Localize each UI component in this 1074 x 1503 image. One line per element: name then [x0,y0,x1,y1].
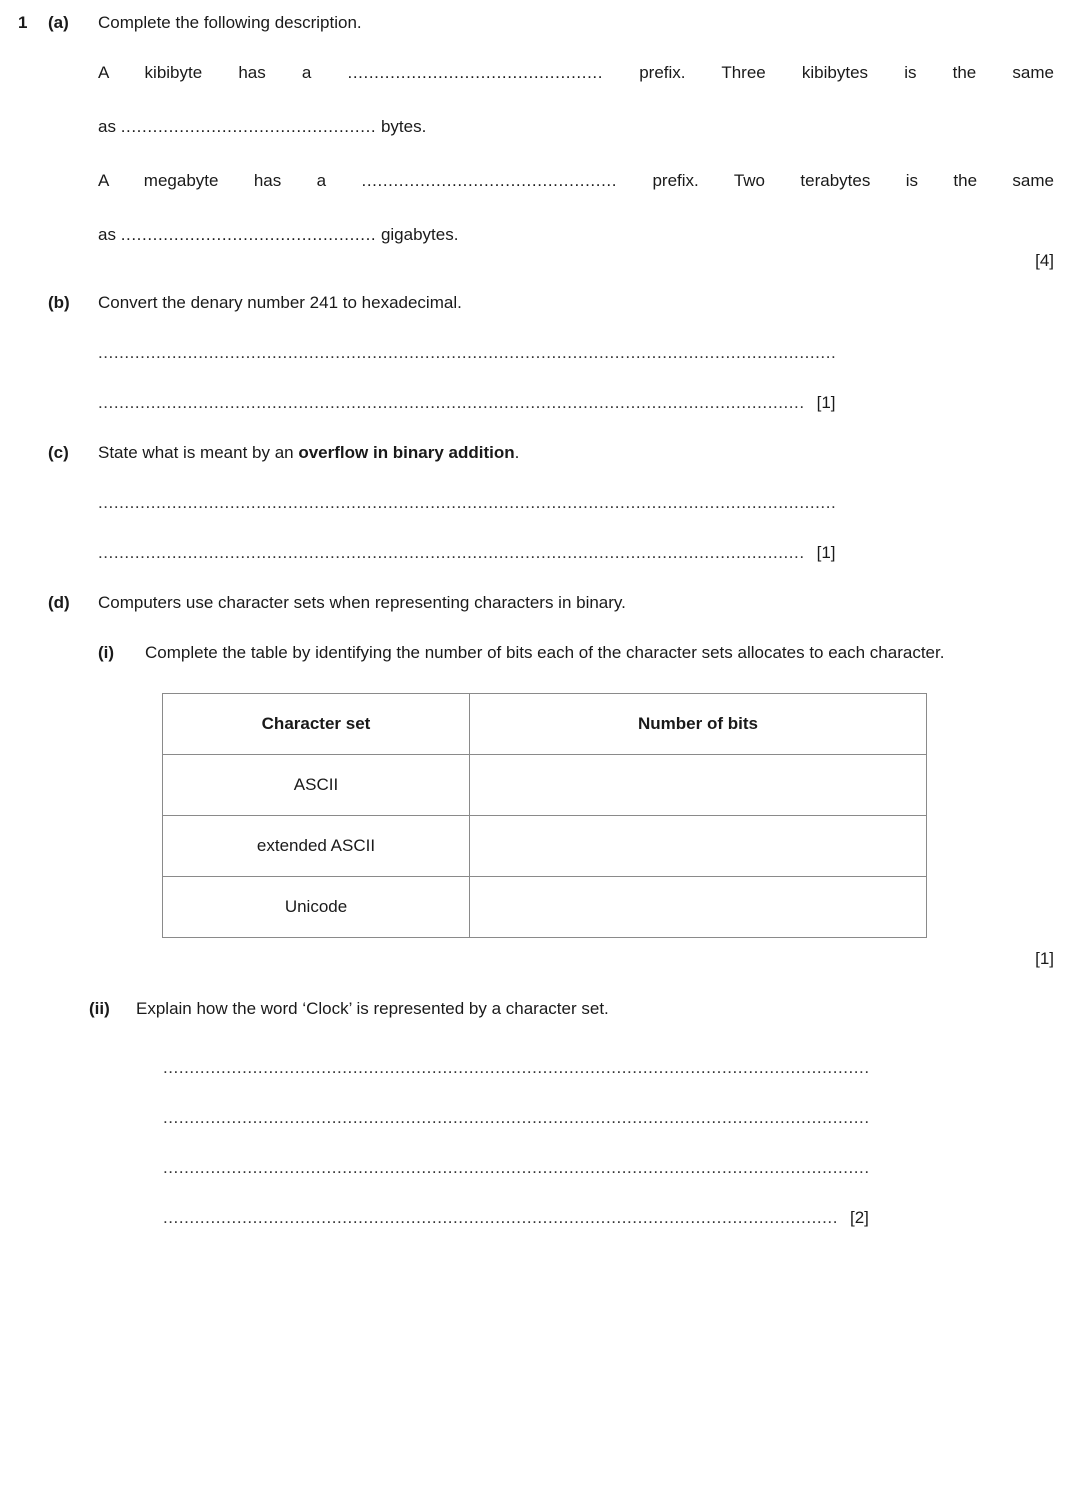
spacer [0,316,1074,340]
part-a-fill-line-2 [0,114,1074,140]
spacer [0,36,1074,60]
table-row [163,877,927,938]
question-1-part-c-header [0,440,1074,466]
part-b-stem: Convert the denary number 241 to hexadecimal. [98,293,462,312]
spacer [0,366,1074,390]
part-b-marks: [1] [816,393,836,412]
spacer [163,1181,1054,1205]
spacer [0,938,1074,946]
part-d-sub-ii [0,996,1074,1021]
part-a-marks: [4] [1035,251,1054,270]
sub-i-row [98,640,1054,665]
answer-blank-line[interactable]: ...................................................................................................................................... [98,543,805,562]
fill-sentence-3-text [98,168,1054,194]
fill-3-mid: prefix. Two terabytes is the same [652,171,1055,190]
spacer [0,274,1074,290]
part-c-answer-2-wrap [98,540,1074,566]
part-c-answer-line-2 [0,540,1074,566]
part-b-answer-2-wrap [98,390,1074,416]
sub-ii-stem: Explain how the word ‘Clock’ is represented by a character set. [136,999,609,1018]
fill-1-mid: prefix. Three kibibytes is the same [639,63,1054,82]
fill-sentence-2-text [98,114,1054,140]
table-header-number-of-bits: Number of bits [470,694,927,755]
spacer [0,566,1074,590]
fill-1-blank[interactable]: ................................................ [347,63,604,82]
sub-label-ii: (ii) [89,999,110,1018]
part-d-stem: Computers use character sets when representing characters in binary. [98,593,626,612]
fill-sentence-2 [98,114,1074,140]
answer-blank-line[interactable]: ............................................................................................................................................ [98,343,837,362]
table-row [163,816,927,877]
part-b-answer-1-wrap [98,340,1074,366]
part-a-fill-line-1 [0,60,1074,86]
cell-character-set-extended-ascii: extended ASCII [163,816,470,877]
part-c-stem-bold: overflow in binary addition [298,443,515,462]
spacer [0,972,1074,996]
spacer [0,616,1074,640]
part-label-b: (b) [48,293,70,312]
spacer [0,416,1074,440]
table-header-character-set: Character set [163,694,470,755]
sub-ii-marks: [2] [849,1208,869,1227]
spacer [0,140,1074,168]
part-c-stem [98,440,1074,466]
part-b-answer-line-2 [0,390,1074,416]
spacer [0,86,1074,114]
answer-row-with-mark [98,390,1054,416]
fill-3-pre: A megabyte has a [98,171,327,190]
table-head [163,694,927,755]
fill-3-blank[interactable]: ................................................ [361,171,618,190]
part-c-answer-1-wrap [98,490,1074,516]
answer-row-with-mark [163,1205,1054,1231]
part-c-marks: [1] [816,543,836,562]
part-label-d: (d) [48,593,70,612]
fill-1-pre: A kibibyte has a [98,63,312,82]
cell-bits-ascii[interactable] [470,755,927,816]
part-label-c: (c) [48,443,69,462]
answer-blank-line[interactable]: ...................................................................................................................................... [163,1158,870,1177]
cell-character-set-ascii: ASCII [163,755,470,816]
answer-blank-line[interactable]: ...................................................................................................................................... [163,1108,870,1127]
fill-4-blank[interactable]: ................................................ [120,225,377,244]
fill-2-post: bytes. [380,117,427,136]
question-number: 1 [18,13,28,32]
sub-i-wrap [98,640,1074,665]
table-body [163,755,927,938]
spacer [0,466,1074,490]
question-1-part-a-header [0,10,1074,36]
cell-character-set-unicode: Unicode [163,877,470,938]
question-1-part-d-header [0,590,1074,616]
part-a-fill-line-3 [0,168,1074,194]
cell-bits-unicode[interactable] [470,877,927,938]
spacer [0,665,1074,693]
part-a-stem: Complete the following description. [98,13,362,32]
fill-sentence-1 [98,60,1074,86]
fill-sentence-1-text [98,60,1054,86]
fill-4-pre: as [98,225,116,244]
part-d-sub-i [0,640,1074,665]
part-label-a: (a) [48,13,69,32]
fill-2-blank[interactable]: ................................................ [120,117,377,136]
part-c-stem-pre: State what is meant by an [98,443,299,462]
table-row [163,755,927,816]
character-set-table [162,693,927,938]
cell-bits-extended-ascii[interactable] [470,816,927,877]
spacer [163,1131,1054,1155]
answer-blank-line[interactable]: ...................................................................................................................................... [98,393,805,412]
table-header-row [163,694,927,755]
sub-ii-answer-lines [0,1055,1074,1231]
sub-label-i: (i) [98,643,115,662]
sub-ii-wrap [89,996,1074,1021]
question-1-part-b-header [0,290,1074,316]
spacer [163,1081,1054,1105]
part-b-answer-line-1 [0,340,1074,366]
sub-i-stem: Complete the table by identifying the number of bits each of the character sets allocates to each character. [145,643,945,662]
fill-4-post: gigabytes. [380,225,459,244]
sub-i-marks: [1] [1035,949,1054,968]
spacer [0,516,1074,540]
spacer [0,194,1074,222]
part-a-fill-line-4 [0,222,1074,248]
answer-blank-line[interactable]: ...................................................................................................................................... [163,1058,870,1077]
charset-table-wrap [0,693,1074,938]
part-c-stem-post: . [514,443,520,462]
fill-sentence-4 [98,222,1074,248]
part-c-answer-line-1 [0,490,1074,516]
spacer [0,1021,1074,1055]
sub-ii-row [89,996,1054,1021]
fill-sentence-4-text [98,222,1054,248]
answer-blank-line[interactable]: ............................................................................................................................................ [98,493,837,512]
fill-sentence-3 [98,168,1074,194]
answer-row-with-mark [98,540,1054,566]
answer-blank-line[interactable]: ................................................................................................................................ [163,1208,838,1227]
fill-2-pre: as [98,117,116,136]
